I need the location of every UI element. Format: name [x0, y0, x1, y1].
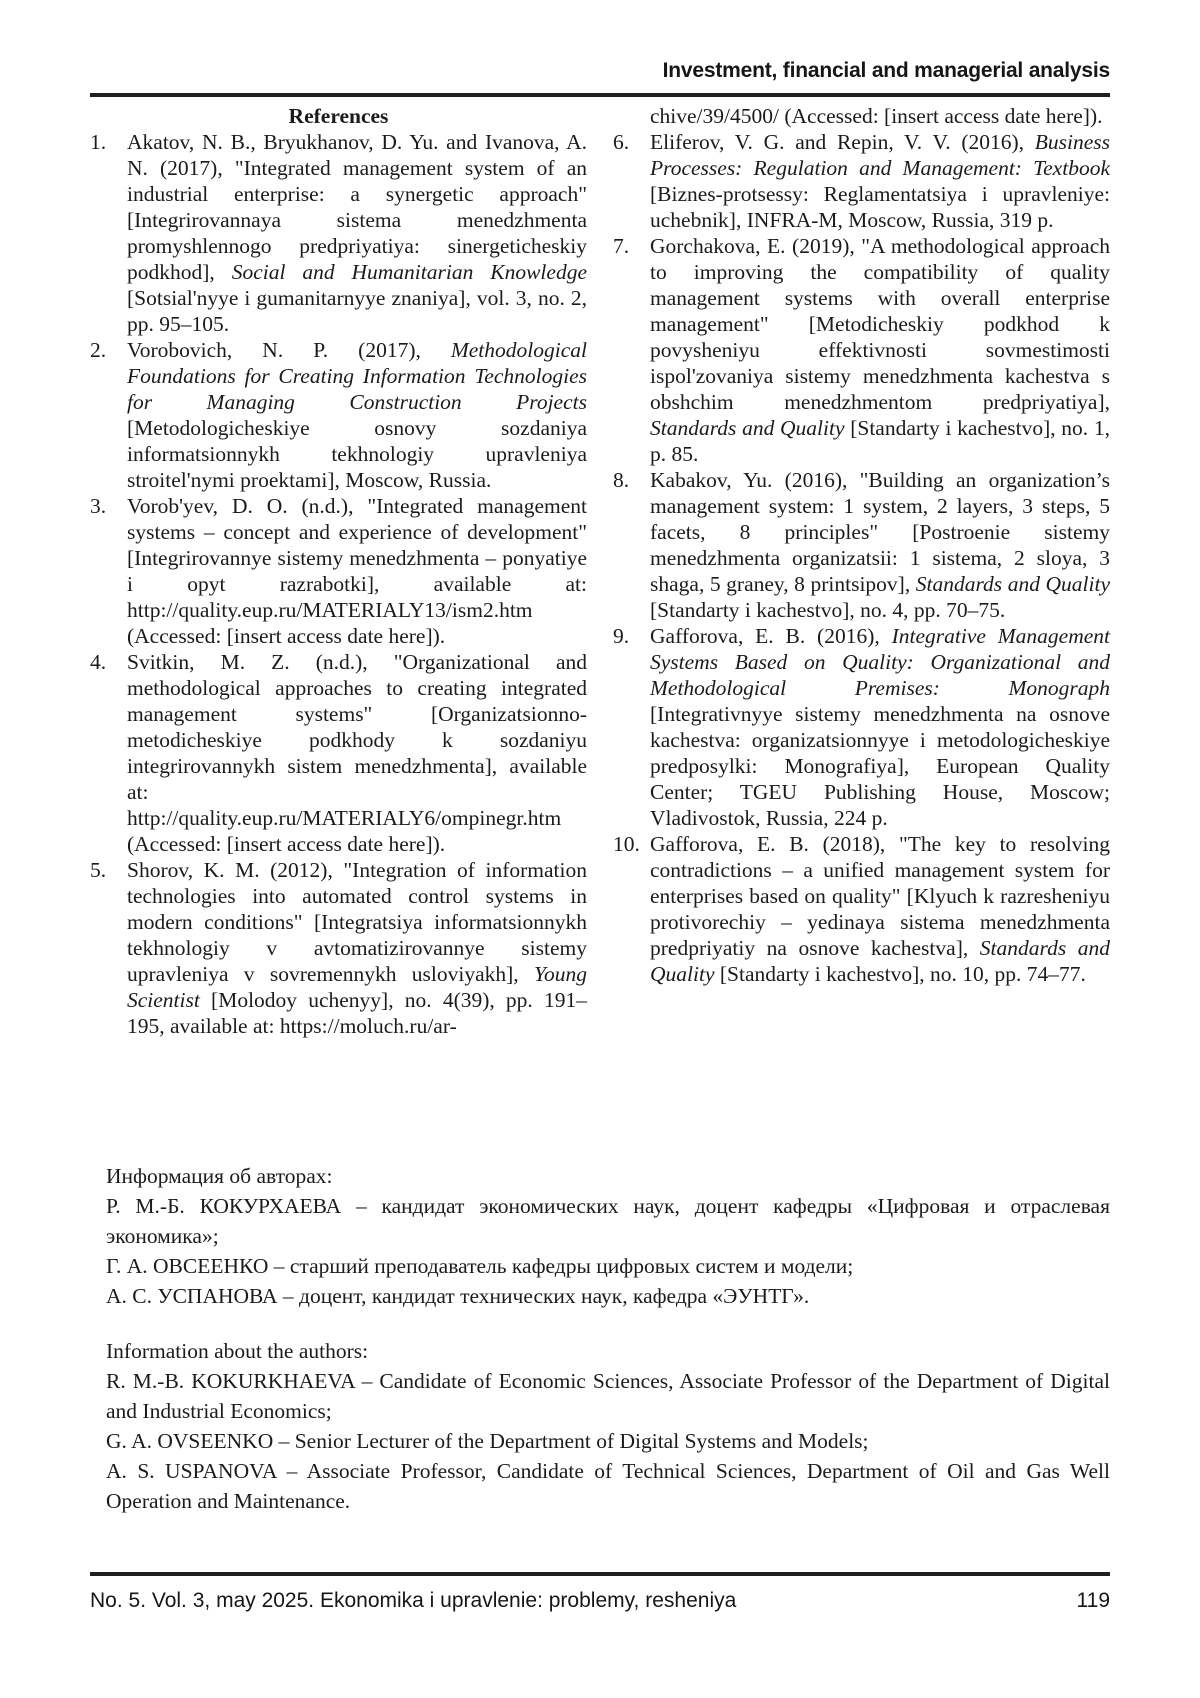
reference-number: 10. [613, 832, 640, 856]
reference-title-italic: Social and Humanitarian Knowledge [231, 260, 587, 284]
reference-text-segment: Akatov, N. B., Bryukhanov, D. Yu. and Ivanova, A. N. (2017), "Integrated management system of an industrial enterprise: a synergetic approach" [Integrirovannaya sistema menedzhmenta promyshlennogo predpriyatiya: sinergeticheskiy podkhod], [127, 130, 587, 284]
reference-text-segment: Vorob'yev, D. O. (n.d.), "Integrated management systems – concept and experience of development" [Integrirovannye sistemy menedzhmenta – ponyatiye i opyt razrabotki], available at: http://quality.eup.ru/MATERIALY13/ism2.htm (Accessed: [insert access date here]). [127, 494, 587, 648]
references-list-right [613, 129, 1110, 987]
footer-rule [90, 1572, 1110, 1576]
reference-text-segment: [Standarty i kachestvo], no. 10, pp. 74–77. [714, 962, 1086, 986]
reference-item [90, 649, 587, 857]
running-head: Investment, financial and managerial analysis [662, 59, 1110, 82]
authors-en-heading: Information about the authors: [106, 1339, 369, 1363]
references-list-left [90, 129, 587, 1039]
reference-text-segment: Eliferov, V. G. and Repin, V. V. (2016), [650, 130, 1035, 154]
reference-title-italic: Standards and Quality [915, 572, 1110, 596]
reference-text-segment: Gorchakova, E. (2019), "A methodological approach to improving the compatibility of quality management systems with overall enterprise management" [Metodicheskiy podkhod k povysheniyu effektivnosti sovmestimosti ispol'zovaniya sistemy menedzhmenta kachestva s obshchim menedzhmentom predpriyatiya], [650, 234, 1110, 414]
authors-ru-heading: Информация об авторах: [106, 1164, 333, 1188]
reference-text [127, 858, 587, 1038]
reference-text-segment: [Biznes-protsessy: Reglamentatsiya i upravleniye: uchebnik], INFRA-M, Moscow, Russia, 319 p. [650, 182, 1110, 232]
reference-item [90, 129, 587, 337]
reference-number: 4. [90, 650, 107, 674]
reference-item [90, 337, 587, 493]
reference-text-segment: chive/39/4500/ (Accessed: [insert access date here]). [650, 104, 1103, 128]
footer-page-number: 119 [1076, 1589, 1110, 1612]
reference-text-segment: [Molodoy uchenyy], no. 4(39), pp. 191–195, available at: https://moluch.ru/ar- [127, 988, 587, 1038]
header-rule [90, 93, 1110, 97]
author-entry: Р. М.-Б. КОКУРХАЕВА – кандидат экономических наук, доцент кафедры «Цифровая и отраслевая экономика»; [106, 1194, 1110, 1248]
author-entry: A. S. USPANOVA – Associate Professor, Candidate of Technical Sciences, Department of Oil and Gas Well Operation and Maintenance. [106, 1459, 1110, 1513]
authors-info-en [106, 1336, 1110, 1516]
page-header [90, 0, 1110, 97]
reference-text [127, 130, 587, 336]
reference-continuation [613, 103, 1110, 129]
reference-text-segment: Vorobovich, N. P. (2017), [127, 338, 451, 362]
author-entry: G. A. OVSEENKO – Senior Lecturer of the Department of Digital Systems and Models; [106, 1429, 869, 1453]
reference-text [650, 624, 1110, 830]
reference-title-italic: Integrative Management Systems Based on Quality: Organizational and Methodological Premises: Monograph [650, 624, 1110, 700]
reference-text [650, 468, 1110, 622]
author-entry: R. M.-B. KOKURKHAEVA – Candidate of Economic Sciences, Associate Professor of the Department of Digital and Industrial Economics; [106, 1369, 1110, 1423]
references-heading: References [288, 104, 389, 128]
reference-text [650, 832, 1110, 986]
reference-title-italic: Methodological Foundations for Creating Information Technologies for Managing Construction Projects [127, 338, 587, 414]
reference-item [90, 857, 587, 1039]
reference-number: 3. [90, 494, 107, 518]
reference-text [127, 338, 587, 492]
reference-text-segment: Svitkin, M. Z. (n.d.), "Organizational and methodological approaches to creating integrated management systems" [Organizatsionno-metodicheskiye podkhody k sozdaniyu integrirovannykh sistem menedzhmenta], available at: http://quality.eup.ru/MATERIALY6/ompinegr.htm (Accessed: [insert access date here]). [127, 650, 587, 856]
author-entry: Г. А. ОВСЕЕНКО – старший преподаватель кафедры цифровых систем и модели; [106, 1254, 854, 1278]
reference-title-italic: Business Processes: Regulation and Management: Textbook [650, 130, 1110, 180]
page-footer [90, 1572, 1110, 1614]
reference-text-segment: [Metodologicheskiye osnovy sozdaniya informatsionnykh tekhnologiy upravleniya stroitel'nymi proektami], Moscow, Russia. [127, 416, 587, 492]
references-left-column [90, 103, 587, 1039]
reference-title-italic: Standards and Quality [650, 416, 845, 440]
reference-number: 2. [90, 338, 107, 362]
reference-number: 7. [613, 234, 630, 258]
reference-title-italic: Standards and Quality [650, 936, 1110, 986]
reference-number: 5. [90, 858, 107, 882]
authors-en-list [106, 1366, 1110, 1516]
reference-text [650, 130, 1110, 232]
reference-text-segment: Kabakov, Yu. (2016), "Building an organization’s management system: 1 system, 2 layers, 3 steps, 5 facets, 8 principles" [Postroenie sistemy menedzhmenta organizatsii: 1 sistema, 2 sloya, 3 shaga, 5 graney, 8 printsipov], [650, 468, 1110, 596]
reference-text-segment: [Standarty i kachestvo], no. 4, pp. 70–75. [650, 598, 1006, 622]
reference-text [650, 234, 1110, 466]
reference-item [613, 233, 1110, 467]
authors-ru-list [106, 1191, 1110, 1311]
reference-item [90, 493, 587, 649]
reference-text-segment: Shorov, K. M. (2012), "Integration of information technologies into automated control systems in modern conditions" [Integratsiya informatsionnykh tekhnologiy v avtomatizirovannye sistemy upravleniya v sovremennykh usloviyakh], [127, 858, 587, 986]
reference-text-segment: [Standarty i kachestvo], no. 1, p. 85. [650, 416, 1110, 466]
reference-item [613, 129, 1110, 233]
reference-text-segment: Gafforova, E. B. (2016), [650, 624, 892, 648]
reference-item [613, 467, 1110, 623]
author-entry: А. С. УСПАНОВА – доцент, кандидат технических наук, кафедра «ЭУНТГ». [106, 1284, 810, 1308]
reference-text [127, 650, 587, 856]
references-right-column [613, 103, 1110, 1039]
reference-number: 8. [613, 468, 630, 492]
reference-number: 6. [613, 130, 630, 154]
references-section [90, 103, 1110, 1039]
footer-issue-info: No. 5. Vol. 3, may 2025. Ekonomika i upravlenie: problemy, resheniya [90, 1589, 737, 1612]
reference-item [613, 623, 1110, 831]
reference-title-italic: Young Scientist [127, 962, 587, 1012]
reference-number: 1. [90, 130, 107, 154]
reference-text-segment: Gafforova, E. B. (2018), "The key to resolving contradictions – a unified management system for enterprises based on quality" [Klyuch k razresheniyu protivorechiy – yedinaya sistema menedzhmenta predpriyatiy na osnove kachestva], [650, 832, 1110, 960]
reference-text-segment: [Integrativnyye sistemy menedzhmenta na osnove kachestva: organizatsionnyye i metodologicheskiye predposylki: Monografiya], European Quality Center; TGEU Publishing House, Moscow; Vladivostok, Russia, 224 p. [650, 702, 1110, 830]
authors-info-ru [106, 1161, 1110, 1311]
reference-number: 9. [613, 624, 630, 648]
reference-text [127, 494, 587, 648]
reference-item [613, 831, 1110, 987]
reference-text-segment: [Sotsial'nyye i gumanitarnyye znaniya], vol. 3, no. 2, pp. 95–105. [127, 286, 587, 336]
